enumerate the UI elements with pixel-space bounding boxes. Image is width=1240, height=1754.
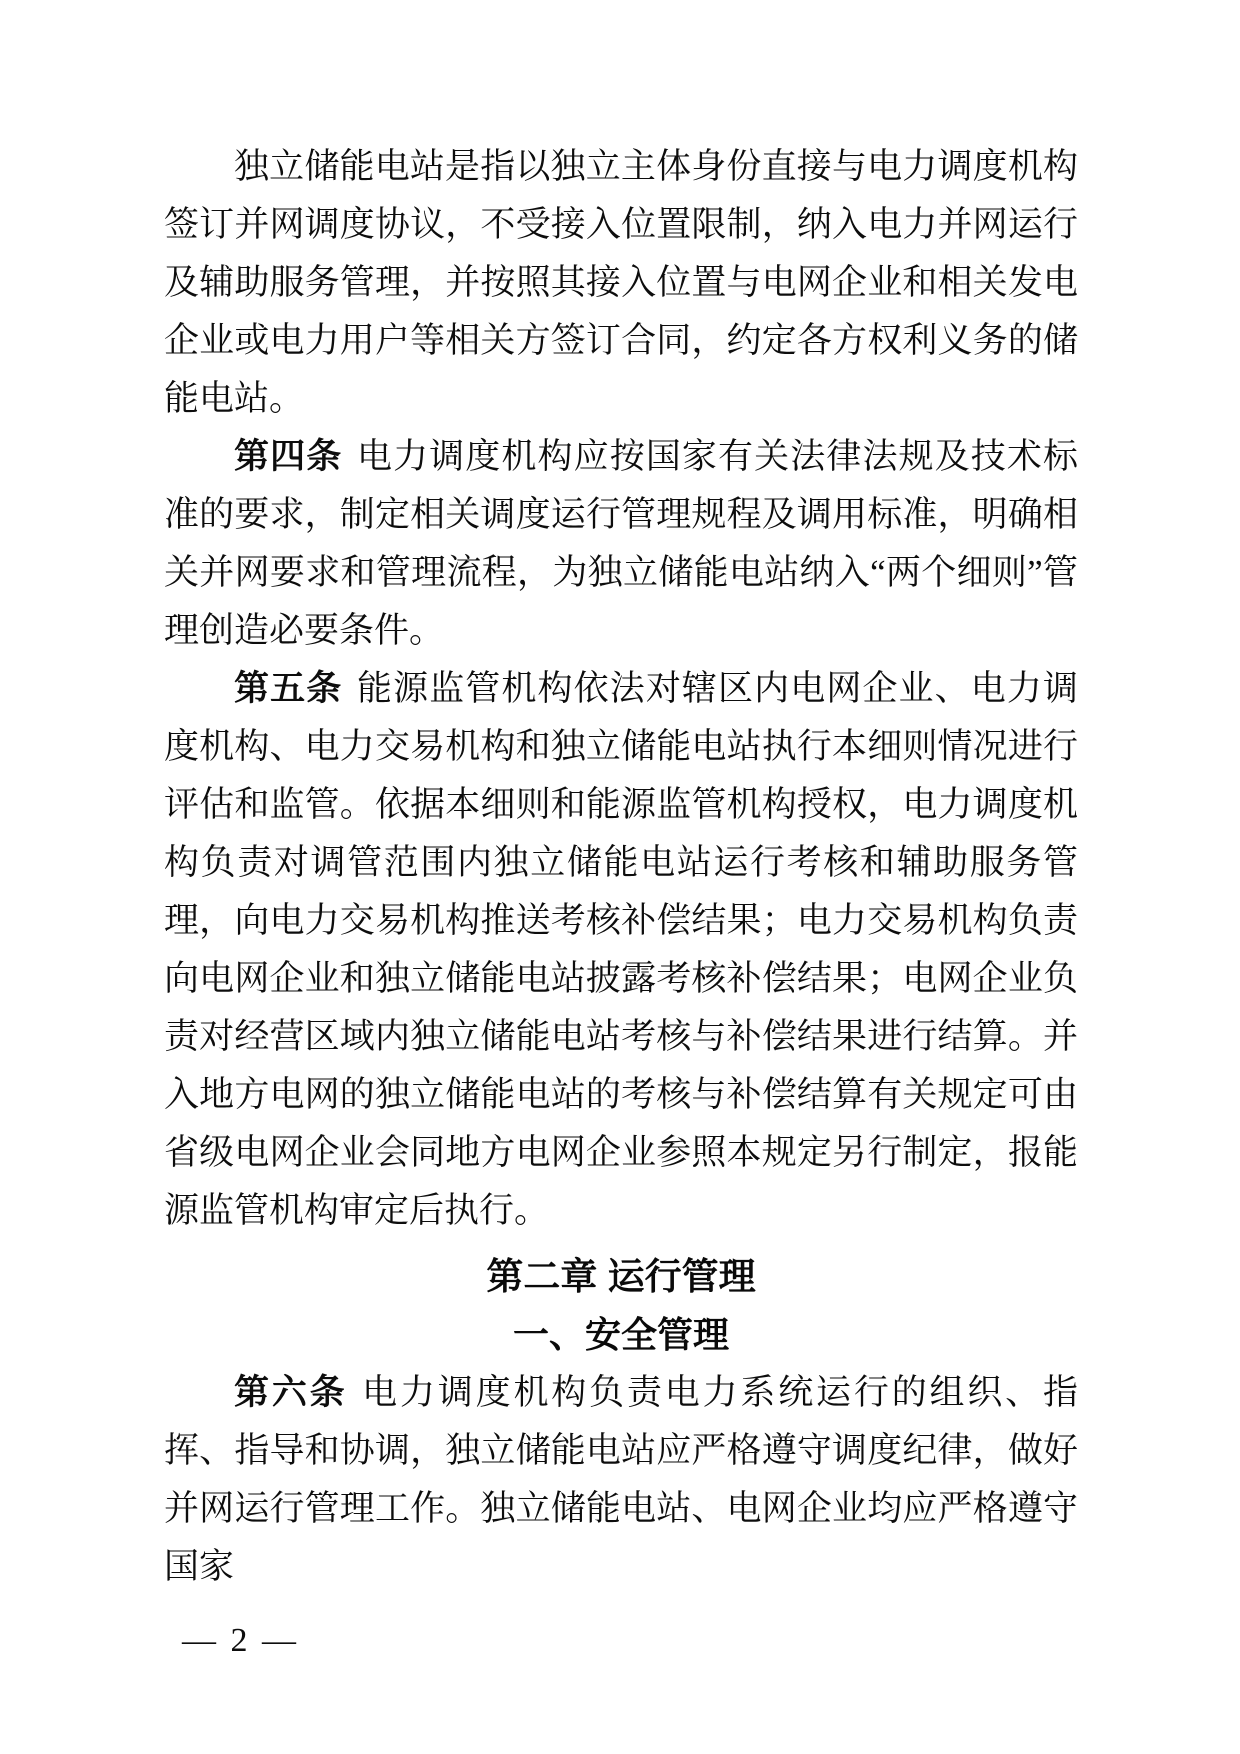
chapter-heading: 第二章 运行管理 xyxy=(486,1256,756,1297)
article-4-label: 第四条 xyxy=(234,437,343,476)
page-number: — 2 — xyxy=(182,1622,299,1659)
section-heading: 一、安全管理 xyxy=(512,1314,729,1355)
paragraph-definition xyxy=(164,138,1078,428)
document-body xyxy=(164,138,1078,1596)
paragraph-text: 电力调度机构负责电力系统运行的组织、指挥、指导和协调，独立储能电站应严格遵守调度纪律，做好并网运行管理工作。独立储能电站、电网企业均应严格遵守国家 xyxy=(164,1373,1078,1586)
paragraph-article-5 xyxy=(164,660,1078,1240)
paragraph-text: 能源监管机构依法对辖区内电网企业、电力调度机构、电力交易机构和独立储能电站执行本细则情况进行评估和监管。依据本细则和能源监管机构授权，电力调度机构负责对调管范围内独立储能电站运行考核和辅助服务管理，向电力交易机构推送考核补偿结果；电力交易机构负责向电网企业和独立储能电站披露考核补偿结果；电网企业负责对经营区域内独立储能电站考核与补偿结果进行结算。并入地方电网的独立储能电站的考核与补偿结算有关规定可由省级电网企业会同地方电网企业参照本规定另行制定，报能源监管机构审定后执行。 xyxy=(164,669,1078,1230)
paragraph-text: 独立储能电站是指以独立主体身份直接与电力调度机构签订并网调度协议，不受接入位置限制，纳入电力并网运行及辅助服务管理，并按照其接入位置与电网企业和相关发电企业或电力用户等相关方签订合同，约定各方权利义务的储能电站。 xyxy=(164,147,1078,418)
article-5-label: 第五条 xyxy=(234,669,343,708)
paragraph-text: 电力调度机构应按国家有关法律法规及技术标准的要求，制定相关调度运行管理规程及调用标准，明确相关并网要求和管理流程，为独立储能电站纳入“两个细则”管理创造必要条件。 xyxy=(164,437,1078,650)
paragraph-article-4 xyxy=(164,428,1078,660)
paragraph-article-6 xyxy=(164,1364,1078,1596)
article-6-label: 第六条 xyxy=(234,1373,348,1412)
